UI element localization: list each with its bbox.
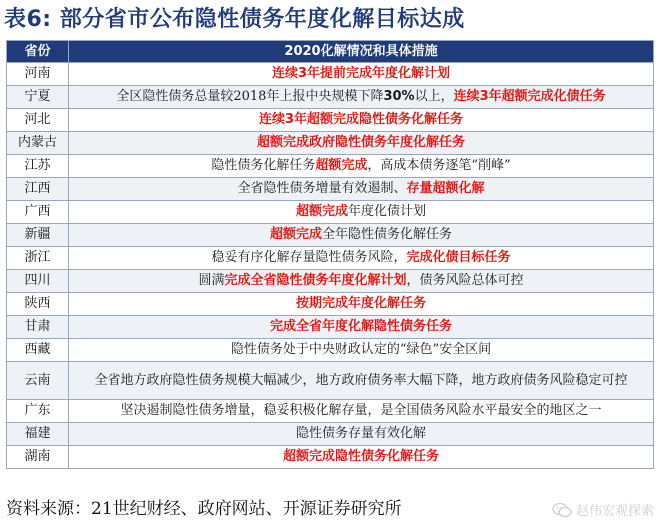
measure-cell bbox=[69, 155, 654, 178]
table-row bbox=[7, 86, 654, 109]
table-row bbox=[7, 270, 654, 293]
measure-text: 稳妥有序化解存量隐性债务风险， bbox=[211, 250, 407, 265]
measure-text: 全年隐性债务化解任务 bbox=[322, 227, 453, 242]
highlight-text: 超额完成 bbox=[315, 158, 368, 173]
highlight-text: 超额完成 bbox=[269, 227, 322, 242]
highlight-text: 完成全省隐性债务年度化解计划 bbox=[224, 273, 407, 288]
table-row bbox=[7, 155, 654, 178]
measure-cell bbox=[69, 109, 654, 132]
measure-text: 隐性债务处于中央财政认定的“绿色”安全区间 bbox=[230, 342, 492, 357]
measure-cell bbox=[69, 400, 654, 423]
header-province: 省份 bbox=[7, 41, 69, 63]
measure-cell bbox=[69, 270, 654, 293]
measure-cell bbox=[69, 86, 654, 109]
watermark bbox=[552, 500, 654, 519]
highlight-text: 存量超额化解 bbox=[406, 181, 485, 196]
measure-cell bbox=[69, 63, 654, 86]
table-row bbox=[7, 109, 654, 132]
measure-cell bbox=[69, 339, 654, 362]
province-cell: 内蒙古 bbox=[7, 132, 69, 155]
table-row bbox=[7, 132, 654, 155]
table-row bbox=[7, 362, 654, 400]
highlight-text: 连续3年提前完成年度化解计划 bbox=[271, 66, 451, 81]
province-cell: 福建 bbox=[7, 423, 69, 446]
table-row bbox=[7, 224, 654, 247]
measure-cell bbox=[69, 362, 654, 400]
province-cell: 河南 bbox=[7, 63, 69, 86]
measure-text: ，债务风险总体可控 bbox=[406, 273, 524, 288]
measure-text: 坚决遏制隐性债务增量，稳妥积极化解存量，是全国债务风险水平最安全的地区之一 bbox=[120, 403, 602, 418]
measure-cell bbox=[69, 247, 654, 270]
table-row bbox=[7, 63, 654, 86]
province-cell: 浙江 bbox=[7, 247, 69, 270]
table-row bbox=[7, 423, 654, 446]
measure-text: 30% bbox=[383, 89, 415, 104]
measure-text: 隐性债务化解任务 bbox=[211, 158, 316, 173]
measure-text: 全区隐性债务总量较2018年上报中央规模下降 bbox=[116, 89, 384, 104]
measure-text: 年度化债计划 bbox=[348, 204, 427, 219]
province-cell: 江西 bbox=[7, 178, 69, 201]
highlight-text: 超额完成政府隐性债务年度化解任务 bbox=[256, 135, 465, 150]
province-cell: 河北 bbox=[7, 109, 69, 132]
measure-text: 隐性债务存量有效化解 bbox=[295, 426, 426, 441]
measure-text: 以上， bbox=[414, 89, 454, 104]
province-cell: 陕西 bbox=[7, 293, 69, 316]
highlight-text: 完成化债目标任务 bbox=[406, 250, 511, 265]
province-cell: 甘肃 bbox=[7, 316, 69, 339]
measure-text: 全省地方政府隐性债务规模大幅减少，地方政府债务率大幅下降，地方政府债务风险稳定可控 bbox=[94, 372, 628, 388]
source-note: 资料来源：21世纪财经、政府网站、开源证券研究所 bbox=[6, 499, 402, 519]
highlight-text: 连续3年超额完成化债任务 bbox=[453, 89, 606, 104]
province-cell: 西藏 bbox=[7, 339, 69, 362]
measure-cell bbox=[69, 446, 654, 469]
table-row bbox=[7, 293, 654, 316]
highlight-text: 连续3年超额完成隐性债务化解任务 bbox=[258, 112, 464, 127]
table-body bbox=[7, 63, 654, 469]
highlight-text: 超额完成隐性债务化解任务 bbox=[282, 449, 439, 464]
measure-cell bbox=[69, 293, 654, 316]
province-cell: 江苏 bbox=[7, 155, 69, 178]
measure-cell bbox=[69, 132, 654, 155]
measure-cell bbox=[69, 224, 654, 247]
watermark-text: 赵伟宏观探索 bbox=[575, 504, 654, 519]
measure-text: ，高成本债务逐笔“削峰” bbox=[367, 158, 511, 173]
province-cell: 四川 bbox=[7, 270, 69, 293]
province-cell: 云南 bbox=[7, 362, 69, 400]
province-cell: 宁夏 bbox=[7, 86, 69, 109]
table-row bbox=[7, 201, 654, 224]
province-cell: 广西 bbox=[7, 201, 69, 224]
highlight-text: 超额完成 bbox=[295, 204, 348, 219]
table-row bbox=[7, 178, 654, 201]
province-cell: 新疆 bbox=[7, 224, 69, 247]
province-cell: 广东 bbox=[7, 400, 69, 423]
table-header-row bbox=[7, 41, 654, 63]
measure-cell bbox=[69, 201, 654, 224]
measure-cell bbox=[69, 178, 654, 201]
table-row bbox=[7, 446, 654, 469]
table-row bbox=[7, 400, 654, 423]
measure-text: 圆满 bbox=[198, 273, 225, 288]
province-cell: 湖南 bbox=[7, 446, 69, 469]
highlight-text: 完成全省年度化解隐性债务任务 bbox=[269, 319, 452, 334]
measure-cell bbox=[69, 316, 654, 339]
measure-cell bbox=[69, 423, 654, 446]
header-measures: 2020化解情况和具体措施 bbox=[69, 41, 654, 63]
wechat-icon bbox=[552, 502, 572, 518]
debt-table bbox=[6, 40, 654, 469]
table-title: 表6: 部分省市公布隐性债务年度化解目标达成 bbox=[4, 7, 465, 32]
highlight-text: 按期完成年度化解任务 bbox=[295, 296, 426, 311]
table-row bbox=[7, 316, 654, 339]
table-row bbox=[7, 247, 654, 270]
measure-text: 全省隐性债务增量有效遏制、 bbox=[237, 181, 407, 196]
table-row bbox=[7, 339, 654, 362]
